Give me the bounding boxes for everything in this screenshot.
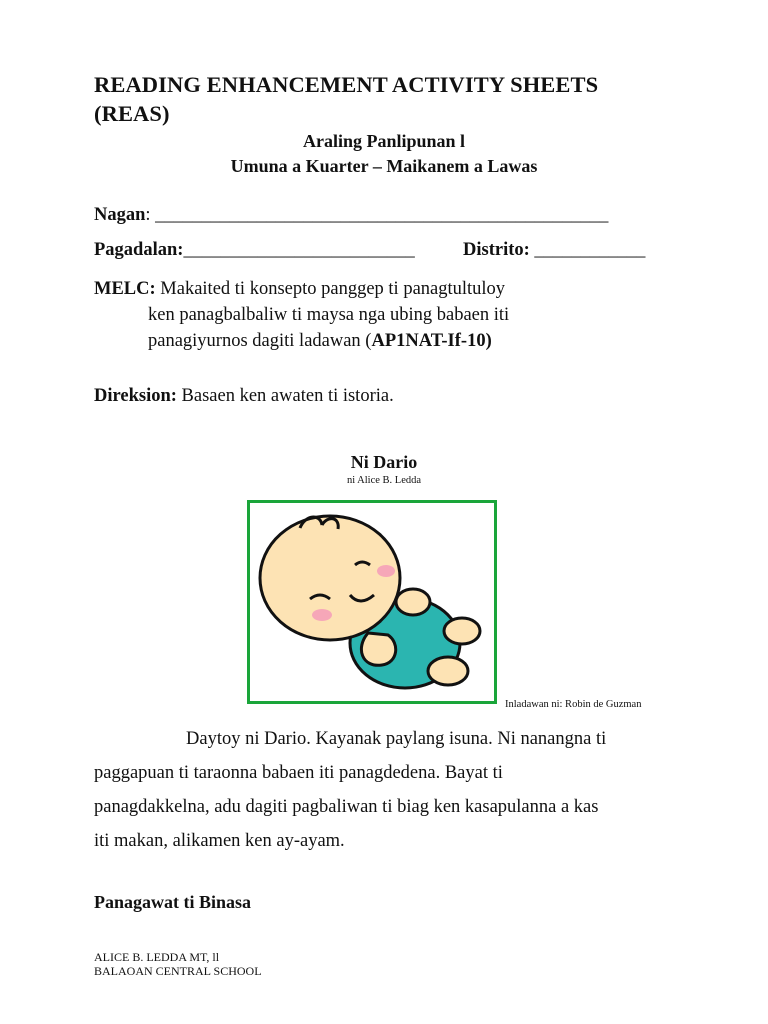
story-author: ni Alice B. Ledda — [346, 475, 422, 486]
subject-heading: Araling Panlipunan l — [302, 131, 466, 151]
story-line: paggapuan ti taraonna babaen iti panagdedena. Bayat ti — [94, 763, 503, 783]
school-field — [94, 240, 415, 261]
district-label: Distrito: — [463, 240, 530, 260]
name-field — [94, 205, 608, 226]
illustration-credit: Inladawan ni: Robin de Guzman — [505, 699, 642, 710]
melc-block — [94, 276, 509, 354]
school-blank: _________________________ — [183, 240, 415, 260]
main-title — [94, 70, 654, 128]
melc-line1: Makaited ti konsepto panggep ti panagtultuloy — [155, 279, 506, 299]
melc-line3: panagiyurnos dagiti ladawan ( — [148, 331, 372, 351]
name-label: Nagan — [94, 205, 146, 225]
quarter-heading: Umuna a Kuarter – Maikanem a Lawas — [230, 156, 538, 176]
story-title: Ni Dario — [350, 452, 418, 472]
footer-author: ALICE B. LEDDA MT, ll — [94, 950, 220, 964]
direction-text: Basaen ken awaten ti istoria. — [176, 386, 394, 406]
district-blank: ____________ — [529, 240, 646, 260]
name-blank: : _________________________________________________ — [145, 205, 609, 225]
footer — [94, 950, 262, 978]
story-body — [94, 722, 674, 858]
sleeping-baby-icon — [250, 503, 494, 701]
direction — [94, 386, 394, 407]
main-title-line2: (REAS) — [94, 101, 170, 126]
melc-code: AP1NAT-If-10) — [371, 331, 492, 351]
footer-school: BALAOAN CENTRAL SCHOOL — [94, 964, 262, 978]
direction-label: Direksion: — [94, 386, 177, 406]
story-line: Daytoy ni Dario. Kayanak paylang isuna. Ni nanangna ti — [186, 729, 607, 749]
main-title-line1: READING ENHANCEMENT ACTIVITY SHEETS — [94, 72, 599, 97]
melc-line2: ken panagbalbaliw ti maysa nga ubing babaen iti — [148, 305, 510, 325]
melc-label: MELC: — [94, 279, 156, 299]
story-line: iti makan, alikamen ken ay-ayam. — [94, 831, 345, 851]
school-label: Pagadalan: — [94, 240, 184, 260]
district-field — [463, 240, 645, 261]
comprehension-heading: Panagawat ti Binasa — [94, 892, 252, 912]
story-line: panagdakkelna, adu dagiti pagbaliwan ti biag ken kasapulanna a kas — [94, 797, 599, 817]
baby-illustration — [247, 500, 497, 704]
